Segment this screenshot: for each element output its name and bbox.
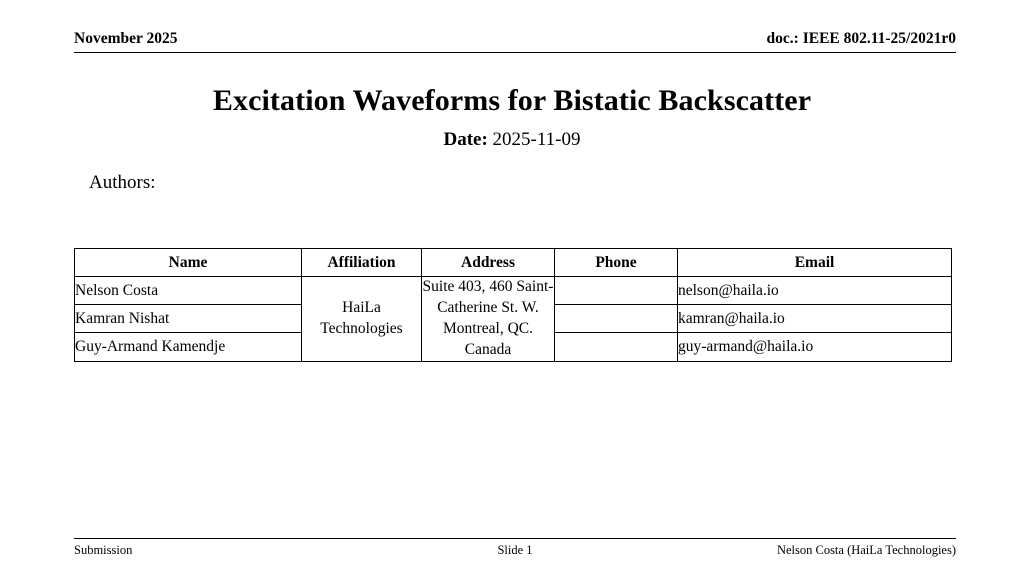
- cell-name: Guy-Armand Kamendje: [75, 333, 302, 361]
- cell-affiliation: HaiLa Technologies: [302, 277, 422, 362]
- column-header-address: Address: [422, 249, 555, 277]
- cell-email: nelson@haila.io: [678, 277, 952, 305]
- cell-phone: [555, 333, 678, 361]
- column-header-affiliation: Affiliation: [302, 249, 422, 277]
- cell-name: Nelson Costa: [75, 277, 302, 305]
- header-doc-number: doc.: IEEE 802.11-25/2021r0: [766, 30, 956, 47]
- authors-label: Authors:: [89, 172, 156, 193]
- cell-email: kamran@haila.io: [678, 305, 952, 333]
- cell-phone: [555, 277, 678, 305]
- cell-name: Kamran Nishat: [75, 305, 302, 333]
- cell-address: Suite 403, 460 Saint-Catherine St. W. Montreal, QC. Canada: [422, 277, 555, 362]
- header-divider: [74, 52, 956, 53]
- date-label: Date:: [443, 129, 488, 150]
- page-title: Excitation Waveforms for Bistatic Backscatter: [212, 84, 812, 117]
- authors-table: [74, 248, 952, 362]
- footer-divider: [74, 538, 956, 539]
- header-date: November 2025: [74, 30, 178, 47]
- column-header-phone: Phone: [555, 249, 678, 277]
- footer-submission: Submission: [74, 543, 133, 557]
- date-line: [0, 129, 1024, 151]
- slide-header: [74, 30, 956, 48]
- table-row: [75, 277, 952, 305]
- footer-author: Nelson Costa (HaiLa Technologies): [776, 543, 956, 557]
- cell-phone: [555, 305, 678, 333]
- footer-slide-number: Slide 1: [497, 543, 533, 557]
- cell-email: guy-armand@haila.io: [678, 333, 952, 361]
- column-header-name: Name: [75, 249, 302, 277]
- date-value: 2025-11-09: [492, 129, 581, 150]
- slide-footer: [74, 543, 956, 558]
- table-header-row: [75, 249, 952, 277]
- column-header-email: Email: [678, 249, 952, 277]
